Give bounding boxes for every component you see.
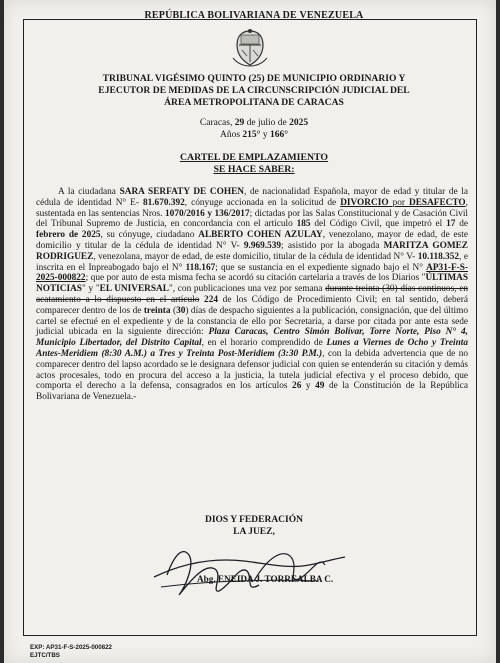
case-ground: DESAFECTO	[409, 197, 466, 208]
footer-initials: EJTC/TBS	[30, 652, 60, 659]
plaintiff-name: ALBERTO COHEN AZULAY	[198, 230, 323, 241]
coat-of-arms-icon	[230, 28, 270, 68]
body-text: , venezolana, mayor de edad, de este domicilio, titular de la cédula de identidad N° V-	[93, 251, 418, 262]
footer-case-number: EXP: AP31-F-S-2025-000822	[30, 644, 112, 651]
days-number: 30	[176, 305, 186, 316]
court-address: Plaza Caracas, Centro Simón Bolívar, Torre Norte, Piso N° 4, Municipio Libertador, del Distrito Capital	[36, 327, 468, 349]
years-connector: y	[260, 130, 270, 140]
document-title	[4, 152, 496, 175]
body-text: ; dictadas por las Salas Constitucional y de Casación Civil del Tribunal Supremo de Justicia, en concordancia con el artículo	[36, 208, 468, 230]
struck-text: durante treinta (30) días continuos, en acatamiento a lo dispuesto en el artículo	[36, 284, 468, 305]
attorney-id: 10.118.352	[417, 251, 460, 262]
date-line	[4, 117, 496, 129]
years-line	[4, 129, 496, 141]
body-text: ; asistido por la abogada	[281, 240, 384, 251]
case-type: DIVORCIO	[340, 197, 389, 208]
document-page	[4, 0, 496, 663]
court-line-1: TRIBUNAL VIGÉSIMO QUINTO (25) DE MUNICIPIO ORDINARIO Y	[102, 73, 406, 84]
plaintiff-id: 9.969.539	[243, 240, 282, 251]
article-number: 26	[292, 381, 302, 392]
article-number: 49	[315, 381, 325, 392]
body-text: , su cónyuge, ciudadano	[100, 230, 199, 241]
inpreabogado-number: 118.167	[185, 262, 216, 273]
body-paragraph	[36, 187, 468, 403]
body-text: " y "	[81, 284, 100, 295]
court-line-2: EJECUTOR DE MEDIDAS DE LA CIRCUNSCRIPCIÓN JUDICIAL DEL	[98, 85, 410, 96]
attorney-name: MARITZA GOMEZ RODRIGUEZ	[36, 240, 469, 262]
court-line-3: ÁREA METROPOLITANA DE CARACAS	[164, 97, 344, 108]
article-number: 185	[296, 219, 311, 230]
body-text: de	[455, 219, 468, 230]
date-block	[4, 117, 496, 141]
body-text: por	[388, 197, 409, 208]
body-text: , de nacionalidad Española, mayor de edad y titular de la cédula de identidad N° E-	[36, 187, 468, 208]
body-text: , venezolano, mayor de edad, de este domicilio y titular de la cédula de identidad N° V-	[36, 230, 468, 251]
years-prefix: Años	[219, 130, 243, 140]
body-text: de los Código de Procedimiento Civil; en tal sentido, deberá comparecer dentro de los de	[36, 294, 468, 316]
case-file-number: AP31-F-S-2025-000822	[36, 262, 468, 284]
body-text: ; que se sustancia en el expediente signado bajo el N°	[215, 262, 427, 273]
date-day: 29	[234, 118, 245, 128]
body-text: de la Constitución de la República Bolivariana de Venezuela.-	[36, 381, 468, 403]
newspaper-1: ÚLTIMAS NOTICIAS	[36, 273, 468, 295]
body-text: ; que por auto de esta misma fecha se acordó su citación cartelaria a través de los Diarios "	[85, 273, 426, 284]
date-month: de julio de	[244, 118, 290, 128]
defendant-id: 81.670.392	[142, 197, 185, 208]
sentence-numbers: 1070/2016 y 136/2017	[165, 208, 250, 219]
body-text: y	[301, 381, 316, 392]
filing-day: 17	[446, 219, 456, 230]
days-word: treinta	[143, 305, 171, 316]
office-hours: Lunes a Viernes de Ocho y Treinta Antes-Meridiem (8:30 A.M.) a Tres y Treinta Post-Meridiem (3:30 P.M.)	[36, 338, 468, 359]
closing-role: LA JUEZ,	[233, 527, 275, 537]
judge-signature	[149, 535, 349, 605]
body-text: ", con publicaciones una vez por semana	[168, 284, 326, 295]
article-number: 224	[204, 294, 218, 305]
body-text: , e inscrita en el Inpreabogado bajo el N°	[36, 251, 468, 273]
court-name	[34, 73, 474, 109]
judge-name: Abg. ENEIDA J. TORREALBA C.	[197, 574, 334, 584]
body-text: A la ciudadana	[58, 187, 120, 197]
footer-reference	[30, 644, 180, 660]
body-text: del Código Civil, que impetró el	[310, 219, 447, 230]
body-text: , en el horario comprendido de	[201, 338, 327, 349]
date-year: 2025	[289, 118, 309, 128]
body-text: (	[170, 305, 177, 316]
body-text: ) días de despacho siguientes a la publicación, consignación, que del último cartel se efectué en el expediente y de la constancia de ello por Secretaria, a darse por citada por ante esta sede judicial ubicada en la siguiente dirección:	[36, 305, 469, 338]
title-line-2: SE HACE SABER:	[213, 163, 295, 175]
title-line-1: CARTEL DE EMPLAZAMIENTO	[179, 152, 329, 163]
years-federation: 166°	[269, 130, 289, 140]
years-independence: 215°	[242, 130, 261, 140]
defendant-name: SARA SERFATY DE COHEN	[119, 187, 245, 197]
body-text: , con la debida advertencia que de no comparecer dentro del lapso acordado se le designara defensor judicial con quien se entenderán su citación y demás actos procesales, todo en procura del acceso a la justicia, la tutela judicial efectiva y el proceso debido, que comporta el derecho a la defensa, consagrados en los artículos	[36, 348, 468, 392]
date-prefix: Caracas,	[199, 118, 235, 128]
filing-date: febrero de 2025	[36, 230, 101, 241]
newspaper-2: EL UNIVERSAL	[99, 284, 169, 295]
body-text: , sustentada en las sentencias Nros.	[36, 197, 468, 219]
republic-heading: REPÚBLICA BOLIVARIANA DE VENEZUELA	[144, 10, 364, 21]
closing-motto: DIOS Y FEDERACIÓN	[204, 515, 303, 525]
body-text: , cónyuge accionada en la solicitud de	[184, 197, 341, 208]
